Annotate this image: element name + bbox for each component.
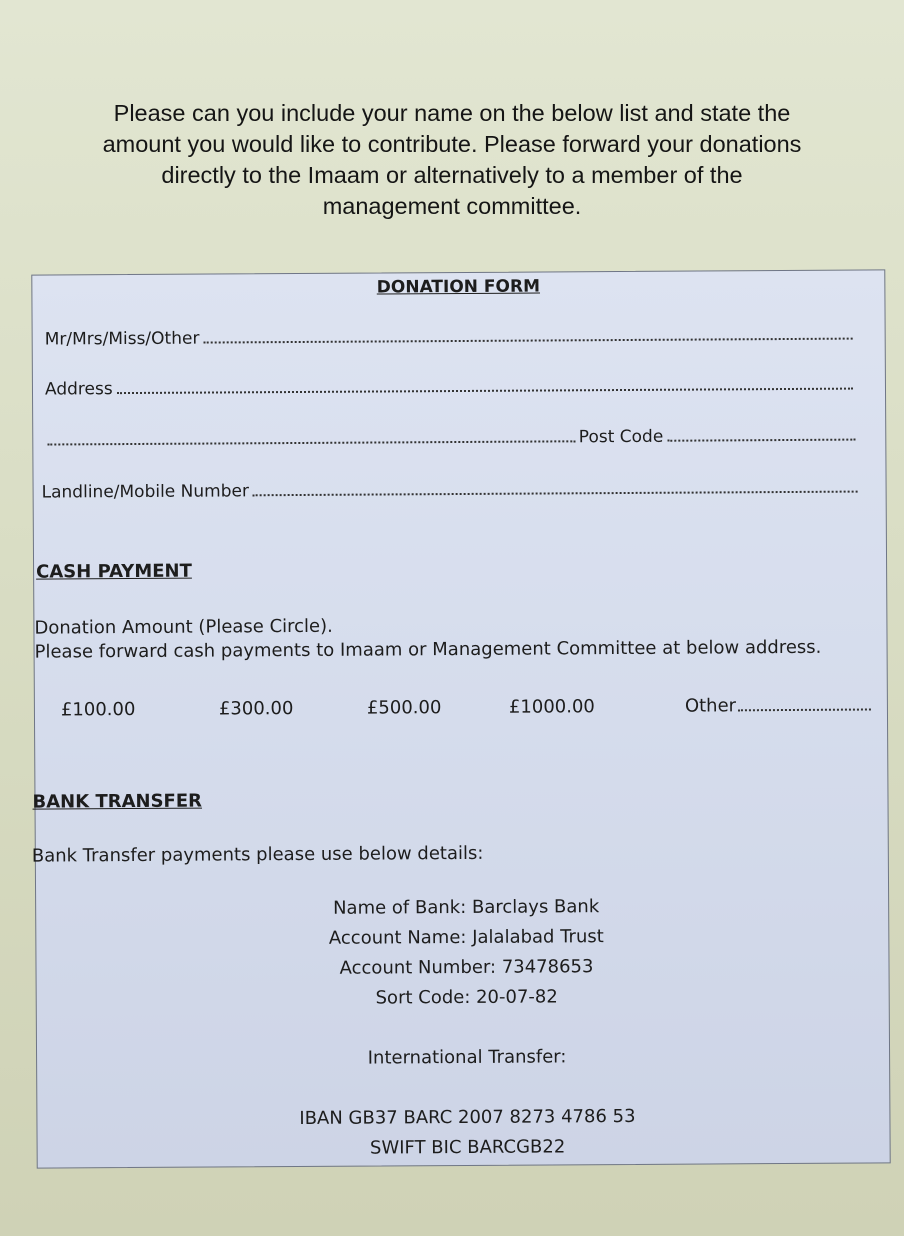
other-label: Other: [684, 695, 737, 717]
swift-bic: SWIFT BIC BARCGB22: [369, 1136, 566, 1159]
phone-fill-line[interactable]: [253, 490, 858, 497]
intro-line: management committee.: [322, 193, 582, 219]
donation-form: [31, 269, 890, 1168]
cash-instruction-1: Donation Amount (Please Circle).: [34, 615, 333, 639]
phone-field-row[interactable]: [42, 478, 862, 503]
account-number: Account Number: 73478653: [339, 956, 594, 979]
bank-name: Name of Bank: Barclays Bank: [332, 896, 600, 919]
form-title: DONATION FORM: [376, 276, 541, 298]
iban: IBAN GB37 BARC 2007 8273 4786 53: [299, 1105, 636, 1129]
address-postcode-row[interactable]: [47, 426, 859, 451]
cash-payment-heading: CASH PAYMENT: [36, 560, 192, 583]
international-transfer-label: International Transfer:: [367, 1046, 567, 1069]
amount-option-500[interactable]: £500.00: [366, 697, 442, 719]
amount-option-300[interactable]: £300.00: [218, 698, 294, 720]
amount-options: [61, 695, 861, 730]
address-line2-fill[interactable]: [47, 439, 575, 445]
international-details: [287, 1102, 647, 1164]
amount-option-other[interactable]: [685, 694, 875, 716]
address-fill-line[interactable]: [117, 387, 853, 394]
name-label: Mr/Mrs/Miss/Other: [44, 328, 200, 350]
phone-label: Landline/Mobile Number: [41, 481, 249, 503]
intro-line: directly to the Imaam or alternatively to a member of the: [161, 162, 743, 188]
bank-details: [286, 892, 647, 1014]
amount-option-1000[interactable]: £1000.00: [508, 696, 595, 718]
intro-paragraph: [40, 98, 864, 222]
other-fill-line[interactable]: [738, 707, 871, 711]
name-field-row[interactable]: [45, 325, 857, 350]
postcode-label: Post Code: [578, 426, 664, 448]
bank-transfer-heading: BANK TRANSFER: [32, 790, 203, 813]
cash-instruction-2: Please forward cash payments to Imaam or Management Committee at below address.: [34, 636, 822, 663]
amount-option-100[interactable]: £100.00: [60, 698, 136, 721]
intro-line: amount you would like to contribute. Please forward your donations: [102, 131, 802, 157]
postcode-fill-line[interactable]: [667, 438, 855, 442]
account-name: Account Name: Jalalabad Trust: [328, 926, 604, 949]
sort-code: Sort Code: 20-07-82: [375, 986, 558, 1009]
name-fill-line[interactable]: [203, 337, 852, 344]
bank-transfer-intro: Bank Transfer payments please use below details:: [31, 842, 484, 867]
intro-line: Please can you include your name on the below list and state the: [113, 100, 791, 126]
address-field-row[interactable]: [45, 375, 857, 400]
address-label: Address: [44, 379, 113, 400]
